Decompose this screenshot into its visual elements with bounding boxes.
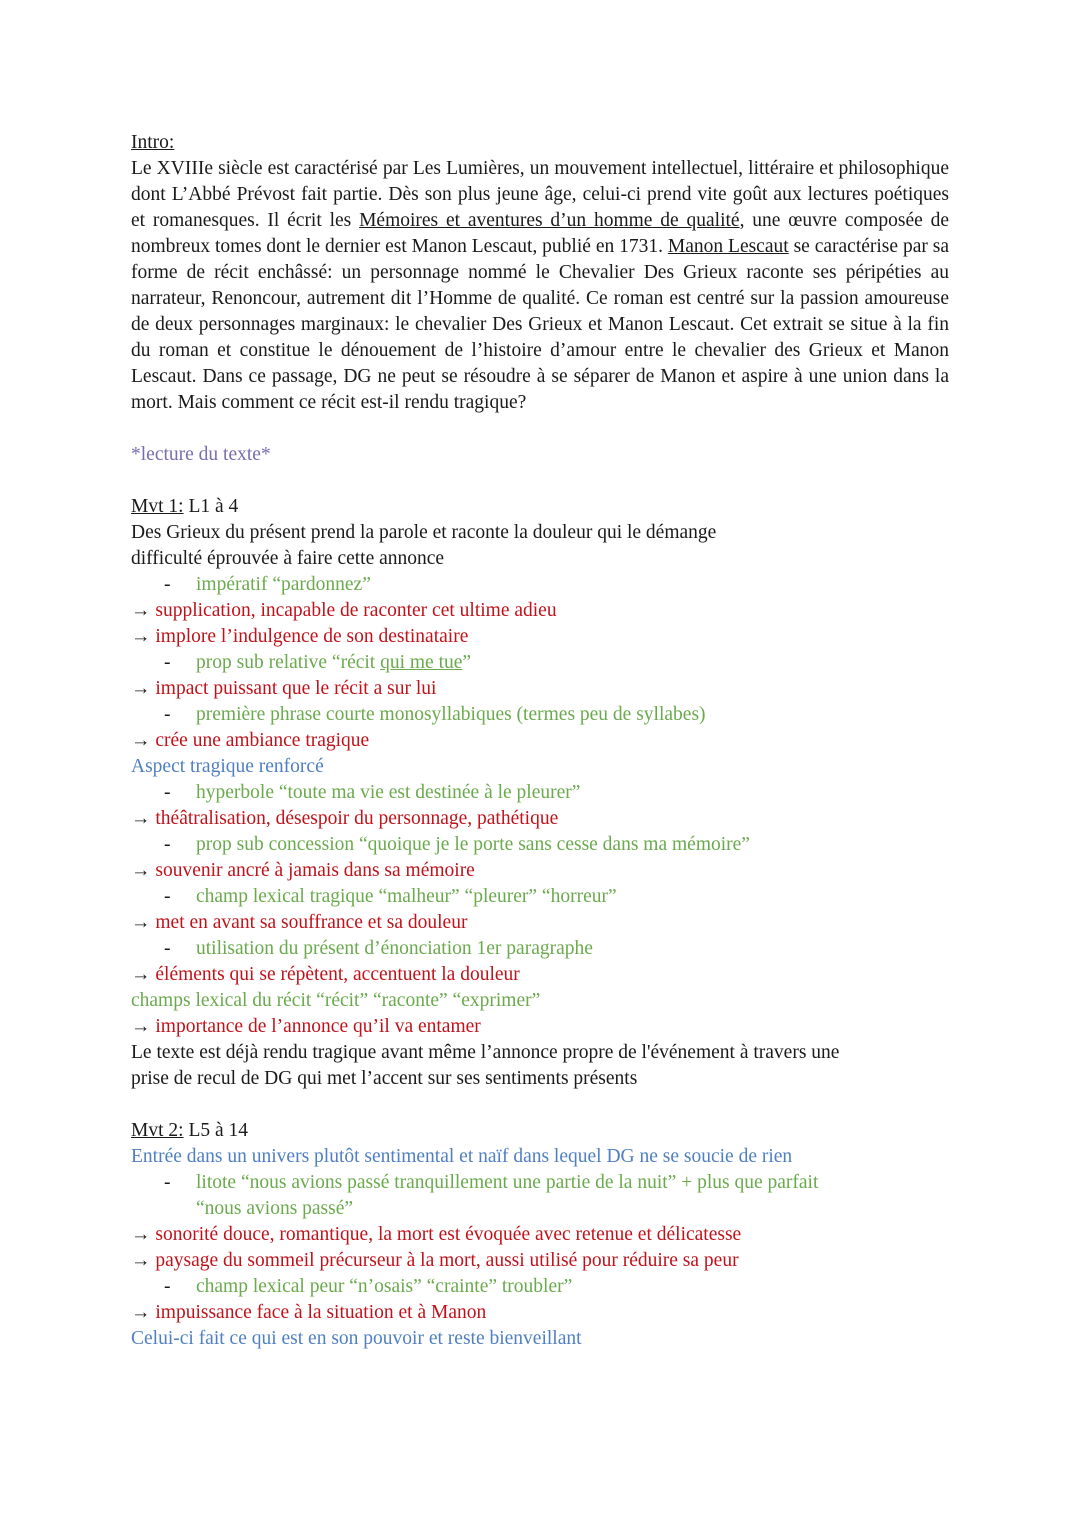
text-line: Le texte est déjà rendu tragique avant même l’annonce propre de l'événement à travers une [131, 1042, 840, 1063]
bullet-note-line [131, 650, 949, 676]
subheading-line: Aspect tragique renforcé [131, 756, 324, 777]
mvt1-label: Mvt 1: [131, 496, 184, 517]
mvt1-heading [131, 494, 949, 520]
arrow-note-text: impuissance face à la situation et à Manon [155, 1302, 487, 1323]
intro-text-1: Le XVIIIe siècle est caractérisé par Les Lumières, un mouvement intellectuel, littéraire et philosophique dont L’Abbé Prévost fait partie. Dès son plus jeune âge, celui-ci prend vite goût aux lectures poétiques et romanesques. Il écrit les [131, 158, 949, 231]
bullet-note-line: - impératif “pardonnez” [131, 572, 949, 598]
bullet-note-line: - prop sub concession “quoique je le porte sans cesse dans ma mémoire” [131, 832, 949, 858]
bullet-note-line: - litote “nous avions passé tranquillement une partie de la nuit” + plus que parfait [131, 1170, 949, 1196]
arrow-icon: → [131, 600, 151, 621]
arrow-note-line [131, 1222, 949, 1248]
bullet-note-line: - première phrase courte monosyllabiques (termes peu de syllabes) [131, 702, 949, 728]
arrow-note-line [131, 1248, 949, 1274]
mvt2-label: Mvt 2: [131, 1120, 184, 1141]
arrow-note-text: supplication, incapable de raconter cet ultime adieu [155, 600, 557, 621]
intro-text-3: se caractérise par sa forme de récit enchâssé: un personnage nommé le Chevalier Des Grieux raconte ses péripéties au narrateur, Renoncour, autrement dit l’Homme de qualité. Ce roman est centré sur la passion amoureuse de deux personnages marginaux: le chevalier Des Grieux et Manon Lescaut. Cet extrait se situe à la fin du roman et constitue le dénouement de l’histoire d’amour entre le chevalier des Grieux et Manon Lescaut. Dans ce passage, DG ne peut se résoudre à se séparer de Manon et aspire à une union dans la mort. Mais comment ce récit est-il rendu tragique? [131, 236, 949, 413]
arrow-note-line [131, 910, 949, 936]
relative-text-after: ” [462, 652, 472, 673]
subheading-line: Celui-ci fait ce qui est en son pouvoir et reste bienveillant [131, 1328, 582, 1349]
arrow-icon: → [131, 912, 151, 933]
arrow-note-text: impact puissant que le récit a sur lui [155, 678, 437, 699]
notes-content [131, 130, 949, 1352]
bullet-note-continuation: “nous avions passé” [196, 1198, 354, 1219]
arrow-note-text: paysage du sommeil précurseur à la mort, aussi utilisé pour réduire sa peur [155, 1250, 739, 1271]
green-note-line: champs lexical du récit “récit” “raconte” “exprimer” [131, 990, 541, 1011]
arrow-icon: → [131, 964, 151, 985]
work-title-manon: Manon Lescaut [667, 236, 789, 257]
work-title-memoires: Mémoires et aventures d’un homme de qualité [359, 210, 740, 231]
bullet-note-line: - hyperbole “toute ma vie est destinée à le pleurer” [131, 780, 949, 806]
arrow-note-line [131, 858, 949, 884]
arrow-icon: → [131, 626, 151, 647]
arrow-note-text: implore l’indulgence de son destinataire [155, 626, 469, 647]
arrow-note-text: éléments qui se répètent, accentuent la douleur [155, 964, 520, 985]
arrow-note-line [131, 1300, 949, 1326]
text-line: Des Grieux du présent prend la parole et raconte la douleur qui le démange [131, 522, 717, 543]
arrow-icon: → [131, 1302, 151, 1323]
arrow-icon: → [131, 1016, 151, 1037]
relative-quote-underlined: qui me tue [380, 652, 463, 673]
text-line: difficulté éprouvée à faire cette annonce [131, 548, 445, 569]
mvt1-range: L1 à 4 [183, 496, 239, 517]
subheading-line: Entrée dans un univers plutôt sentimental et naïf dans lequel DG ne se soucie de rien [131, 1146, 793, 1167]
mvt2-range: L5 à 14 [183, 1120, 249, 1141]
arrow-note-text: sonorité douce, romantique, la mort est évoquée avec retenue et délicatesse [155, 1224, 742, 1245]
arrow-note-line [131, 962, 949, 988]
text-line: prise de recul de DG qui met l’accent sur ses sentiments présents [131, 1068, 638, 1089]
bullet-note-line: - utilisation du présent d’énonciation 1er paragraphe [131, 936, 949, 962]
relative-text-before: prop sub relative “récit [196, 652, 381, 673]
arrow-icon: → [131, 1224, 151, 1245]
arrow-note-text: théâtralisation, désespoir du personnage, pathétique [155, 808, 559, 829]
arrow-icon: → [131, 808, 151, 829]
arrow-note-line [131, 728, 949, 754]
mvt1-notes [131, 520, 949, 1092]
arrow-icon: → [131, 730, 151, 751]
bullet-note-line: - champ lexical peur “n’osais” “crainte” troubler” [131, 1274, 949, 1300]
arrow-note-line [131, 806, 949, 832]
arrow-icon: → [131, 678, 151, 699]
intro-heading: Intro: [131, 132, 175, 153]
arrow-note-line [131, 598, 949, 624]
mvt2-heading [131, 1118, 949, 1144]
arrow-note-line [131, 624, 949, 650]
intro-text-2: , une œuvre composée de nombreux tomes dont le dernier est Manon Lescaut, publié en 1731. [131, 210, 950, 257]
reading-note: *lecture du texte* [131, 444, 271, 465]
arrow-note-line [131, 676, 949, 702]
arrow-note-text: met en avant sa souffrance et sa douleur [155, 912, 468, 933]
bullet-note-line: - champ lexical tragique “malheur” “pleurer” “horreur” [131, 884, 949, 910]
arrow-note-text: souvenir ancré à jamais dans sa mémoire [155, 860, 475, 881]
arrow-note-line [131, 1014, 949, 1040]
mvt2-notes [131, 1144, 949, 1352]
arrow-icon: → [131, 1250, 151, 1271]
arrow-note-text: importance de l’annonce qu’il va entamer [155, 1016, 481, 1037]
arrow-note-text: crée une ambiance tragique [155, 730, 370, 751]
intro-paragraph [131, 156, 949, 416]
arrow-icon: → [131, 860, 151, 881]
